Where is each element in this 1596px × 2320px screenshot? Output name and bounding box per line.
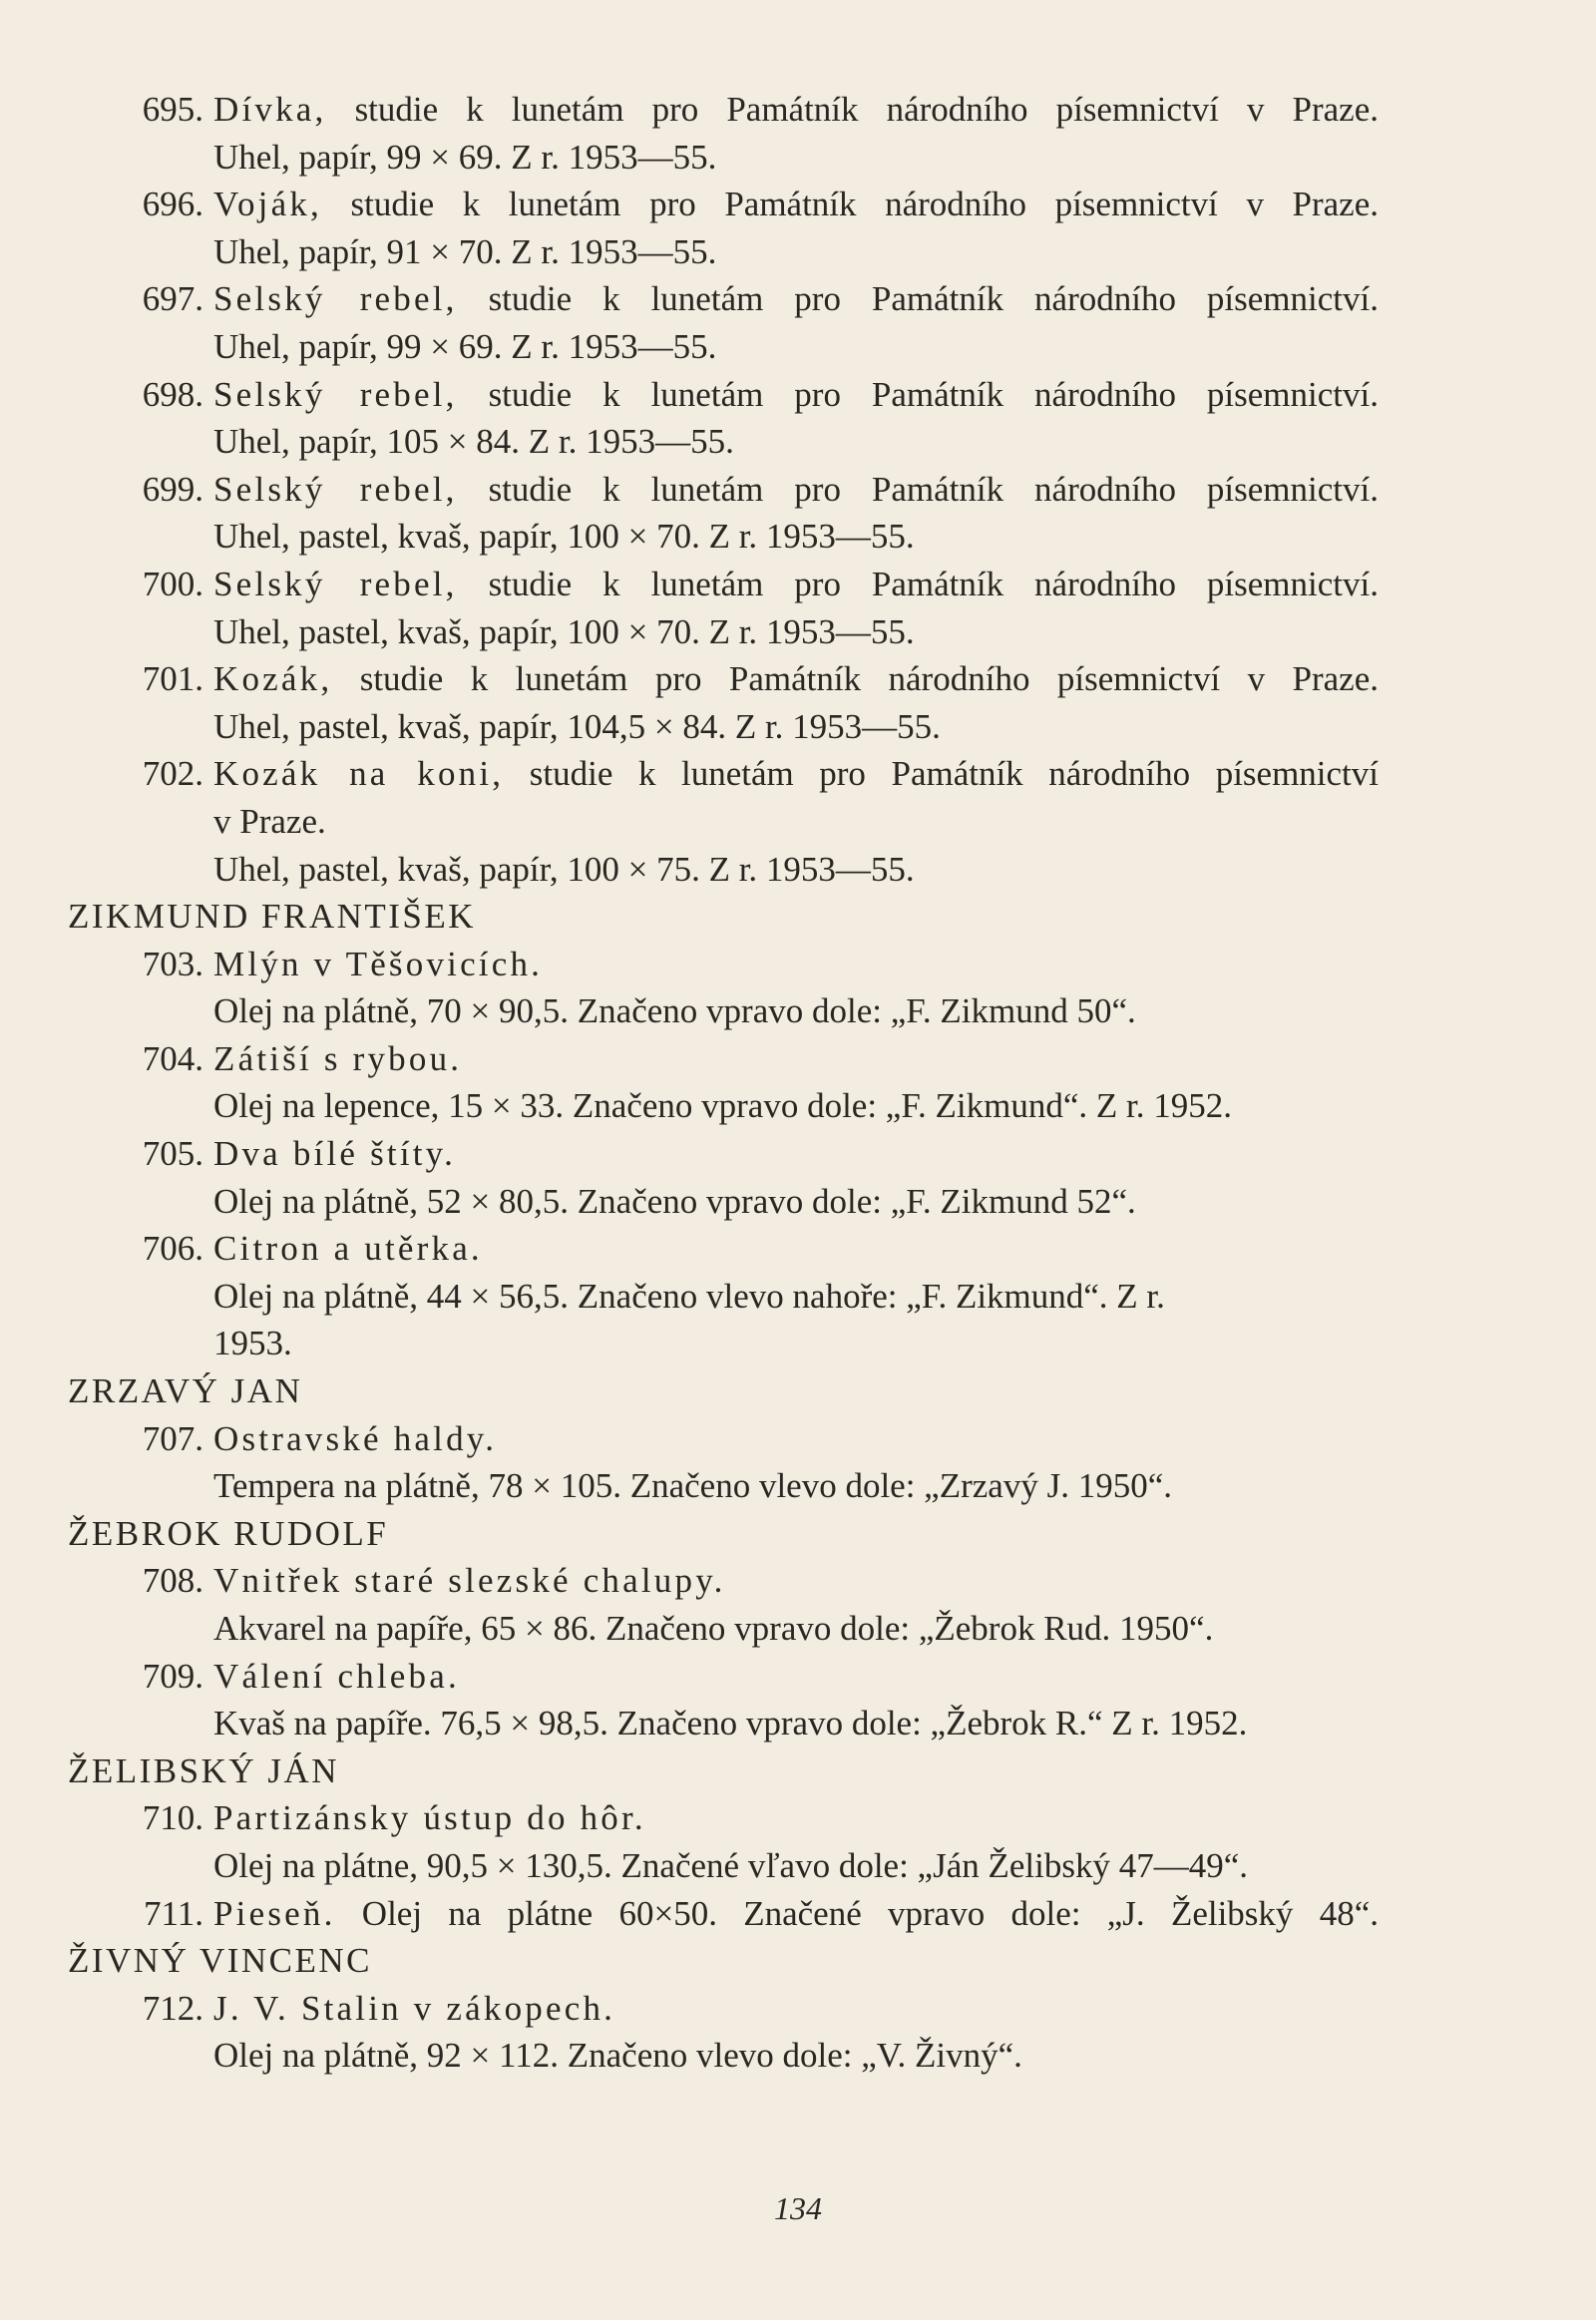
entry-heading <box>213 750 1379 798</box>
catalog-entry <box>68 1415 1494 1463</box>
entry-number: 706. <box>142 1229 203 1269</box>
catalog-entry <box>68 1035 1494 1083</box>
entry-number: 705. <box>142 1134 203 1174</box>
entry-details: v Praze. <box>213 801 326 841</box>
entry-heading <box>213 371 1379 419</box>
entry-heading <box>213 1415 497 1463</box>
entry-heading <box>213 1035 462 1083</box>
catalog-entry <box>68 1890 1494 1938</box>
entry-number: 701. <box>142 659 203 699</box>
artwork-title: Partizánsky ústup do hôr. <box>213 1798 646 1838</box>
entry-number: 698. <box>142 374 203 414</box>
entry-number: 696. <box>142 185 203 224</box>
entry-heading <box>213 181 1379 228</box>
entry-heading <box>213 1985 615 2033</box>
entry-number: 697. <box>142 279 203 319</box>
catalog-entry <box>68 86 1494 134</box>
entry-number: 699. <box>142 469 203 509</box>
entry-description: studie k lunetám pro Památník národního písemnictví. <box>457 469 1379 509</box>
artwork-title: Válení chleba. <box>213 1656 460 1696</box>
entry-description: studie k lunetám pro Památník národního písemnictví <box>504 754 1379 794</box>
catalog-entry <box>68 181 1494 228</box>
entry-details: Uhel, papír, 91 × 70. Z r. 1953—55. <box>213 231 717 271</box>
artwork-title: Ostravské haldy. <box>213 1418 498 1458</box>
catalog-entry <box>68 1794 1494 1842</box>
artwork-title: Selský rebel, <box>213 374 458 414</box>
entry-details: Olej na plátně, 52 × 80,5. Značeno vpravo dole: „F. Zikmund 52“. <box>213 1181 1136 1221</box>
entry-description: studie k lunetám pro Památník národního písemnictví v Praze. <box>326 90 1379 129</box>
entry-description: studie k lunetám pro Památník národního písemnictví v Praze. <box>321 185 1379 224</box>
entry-description: studie k lunetám pro Památník národního písemnictví. <box>457 564 1379 603</box>
artwork-title: Selský rebel, <box>213 469 458 509</box>
entry-heading <box>213 1653 460 1701</box>
catalog-entry <box>68 655 1494 703</box>
entry-number: 711. <box>144 1893 203 1933</box>
entry-heading <box>213 466 1379 514</box>
artwork-title: J. V. Stalin v zákopech. <box>213 1988 616 2028</box>
artist-heading: ZIKMUND FRANTIŠEK <box>68 897 477 937</box>
entry-details: Akvarel na papíře, 65 × 86. Značeno vpravo dole: „Žebrok Rud. 1950“. <box>213 1609 1214 1648</box>
entry-details: Tempera na plátně, 78 × 105. Značeno vlevo dole: „Zrzavý J. 1950“. <box>213 1466 1172 1506</box>
artwork-title: Selský rebel, <box>213 564 458 603</box>
entry-description: Olej na plátne 60×50. Značené vpravo dole: „J. Želibský 48“. <box>335 1893 1379 1933</box>
entry-heading <box>213 86 1379 134</box>
entry-details: Olej na plátně, 70 × 90,5. Značeno vpravo dole: „F. Zikmund 50“. <box>213 991 1136 1031</box>
entry-description: studie k lunetám pro Památník národního písemnictví. <box>457 279 1379 319</box>
entry-number: 702. <box>142 754 203 794</box>
entry-heading <box>213 1557 726 1605</box>
catalog-entry <box>68 1653 1494 1701</box>
entry-number: 700. <box>142 564 203 603</box>
entry-details: Uhel, papír, 105 × 84. Z r. 1953—55. <box>213 422 734 462</box>
entry-number: 710. <box>142 1798 203 1838</box>
entry-details: Uhel, pastel, kvaš, papír, 100 × 75. Z r. 1953—55. <box>213 849 915 889</box>
entry-details: Kvaš na papíře. 76,5 × 98,5. Značeno vpravo dole: „Žebrok R.“ Z r. 1952. <box>213 1704 1248 1743</box>
entry-heading <box>213 941 543 988</box>
artwork-title: Dívka, <box>213 90 327 129</box>
entry-heading <box>213 275 1379 323</box>
page-number: 134 <box>774 2190 822 2226</box>
entry-details: Olej na plátně, 44 × 56,5. Značeno vlevo nahoře: „F. Zikmund“. Z r. <box>213 1276 1165 1316</box>
catalog-entry <box>68 1130 1494 1178</box>
entry-details: Uhel, papír, 99 × 69. Z r. 1953—55. <box>213 326 717 366</box>
catalog-entry <box>68 1985 1494 2033</box>
entry-details: Uhel, pastel, kvaš, papír, 100 × 70. Z r. 1953—55. <box>213 611 915 651</box>
artist-heading: ŽELIBSKÝ JÁN <box>68 1750 340 1790</box>
entry-number: 707. <box>142 1418 203 1458</box>
catalog-entry <box>68 561 1494 608</box>
entry-details: Uhel, pastel, kvaš, papír, 104,5 × 84. Z r. 1953—55. <box>213 706 941 746</box>
entry-details: Uhel, papír, 99 × 69. Z r. 1953—55. <box>213 137 717 177</box>
catalog-entry <box>68 275 1494 323</box>
entry-details: Olej na plátně, 92 × 112. Značeno vlevo dole: „V. Živný“. <box>213 2036 1022 2076</box>
entry-details: 1953. <box>213 1324 292 1363</box>
entry-heading <box>213 1890 1379 1938</box>
entry-number: 703. <box>142 944 203 983</box>
artwork-title: Vnitřek staré slezské chalupy. <box>213 1561 726 1601</box>
entry-heading <box>213 1225 483 1273</box>
catalog-entry <box>68 750 1494 798</box>
catalog-entry <box>68 466 1494 514</box>
entry-description: studie k lunetám pro Památník národního písemnictví v Praze. <box>332 659 1379 699</box>
catalog-entry <box>68 1557 1494 1605</box>
entry-number: 704. <box>142 1038 203 1078</box>
artist-heading: ZRZAVÝ JAN <box>68 1371 303 1411</box>
artwork-title: Mlýn v Těšovicích. <box>213 944 544 983</box>
entry-details: Olej na lepence, 15 × 33. Značeno vpravo dole: „F. Zikmund“. Z r. 1952. <box>213 1086 1232 1126</box>
entry-number: 709. <box>142 1656 203 1696</box>
artwork-title: Citron a utěrka. <box>213 1229 483 1269</box>
catalog-entry <box>68 371 1494 419</box>
artwork-title: Voják, <box>213 185 322 224</box>
artwork-title: Dva bílé štíty. <box>213 1134 457 1174</box>
entry-number: 695. <box>142 90 203 129</box>
entry-details: Uhel, pastel, kvaš, papír, 100 × 70. Z r. 1953—55. <box>213 517 915 557</box>
artwork-title: Kozák, <box>213 659 333 699</box>
entry-number: 712. <box>142 1988 203 2028</box>
entry-description: studie k lunetám pro Památník národního písemnictví. <box>457 374 1379 414</box>
catalog-entry <box>68 1225 1494 1273</box>
entry-heading <box>213 561 1379 608</box>
artist-heading: ŽIVNÝ VINCENC <box>68 1941 373 1981</box>
entry-heading <box>213 1130 456 1178</box>
artwork-title: Selský rebel, <box>213 279 458 319</box>
artwork-title: Kozák na koni, <box>213 754 505 794</box>
entry-number: 708. <box>142 1561 203 1601</box>
artwork-title: Zátiší s rybou. <box>213 1038 463 1078</box>
artwork-title: Pieseň. <box>213 1893 336 1933</box>
entry-heading <box>213 655 1379 703</box>
entry-heading <box>213 1794 646 1842</box>
artist-heading: ŽEBROK RUDOLF <box>68 1513 389 1553</box>
entry-details: Olej na plátne, 90,5 × 130,5. Značené vľavo dole: „Ján Želibský 47—49“. <box>213 1845 1249 1885</box>
catalog-entries <box>68 86 1494 2080</box>
catalog-entry <box>68 941 1494 988</box>
